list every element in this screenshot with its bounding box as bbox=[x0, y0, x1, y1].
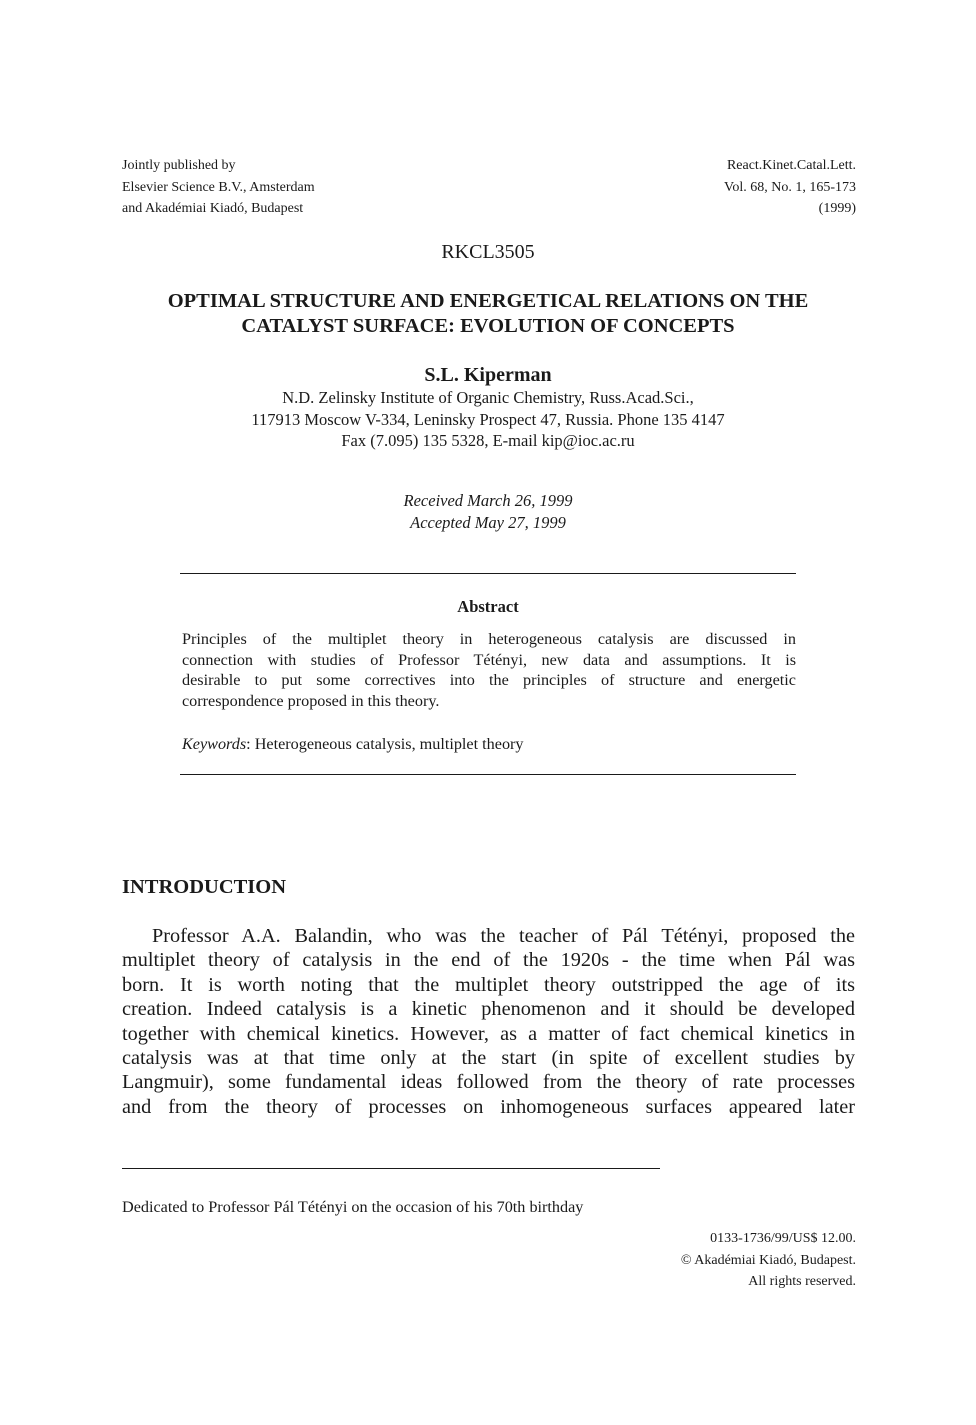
body-line: Langmuir), some fundamental ideas followed from the theory of rate processes bbox=[122, 1071, 855, 1094]
issn-price: 0133-1736/99/US$ 12.00. bbox=[710, 1231, 856, 1246]
body-line: creation. Indeed catalysis is a kinetic phenomenon and it should be developed bbox=[122, 998, 855, 1021]
abstract-top-rule bbox=[180, 573, 796, 574]
body-line: catalysis was at that time only at the start (in spite of excellent studies by bbox=[122, 1047, 855, 1070]
body-line: multiplet theory of catalysis in the end of the 1920s - the time when Pál was bbox=[122, 949, 855, 972]
dedication-footnote: Dedicated to Professor Pál Tétényi on the occasion of his 70th birthday bbox=[122, 1198, 584, 1216]
publisher-line: Jointly published by bbox=[122, 158, 236, 173]
submission-dates bbox=[0, 490, 976, 533]
abstract-line: connection with studies of Professor Tétényi, new data and assumptions. It is bbox=[182, 650, 796, 669]
abstract-text bbox=[182, 629, 796, 711]
abstract-line: correspondence proposed in this theory. bbox=[182, 691, 440, 710]
author-name: S.L. Kiperman bbox=[424, 364, 552, 386]
abstract-heading: Abstract bbox=[457, 597, 519, 616]
author-affiliation bbox=[0, 387, 976, 452]
abstract-bottom-rule bbox=[180, 774, 796, 775]
journal-year: (1999) bbox=[818, 201, 856, 216]
journal-name: React.Kinet.Catal.Lett. bbox=[726, 158, 856, 173]
keywords-list: : Heterogeneous catalysis, multiplet theory bbox=[246, 735, 524, 753]
copyright-block bbox=[681, 1228, 856, 1293]
paper-code: RKCL3505 bbox=[441, 241, 535, 263]
body-line: born. It is worth noting that the multiplet theory outstripped the age of its bbox=[122, 973, 855, 996]
rights-reserved: All rights reserved. bbox=[748, 1274, 856, 1289]
publisher-line: and Akadémiai Kiadó, Budapest bbox=[122, 201, 304, 216]
introduction-heading: INTRODUCTION bbox=[122, 876, 287, 898]
keywords bbox=[182, 734, 796, 755]
body-line: and from the theory of processes on inhomogeneous surfaces appeared later bbox=[122, 1095, 855, 1118]
affiliation-line: Fax (7.095) 135 5328, E-mail kip@ioc.ac.ru bbox=[341, 431, 635, 450]
keywords-label: Keywords bbox=[182, 735, 247, 753]
affiliation-line: N.D. Zelinsky Institute of Organic Chemistry, Russ.Acad.Sci., bbox=[282, 388, 694, 407]
journal-volume: Vol. 68, No. 1, 165-173 bbox=[724, 179, 856, 195]
accepted-date: Accepted May 27, 1999 bbox=[410, 512, 566, 532]
journal-publisher-info bbox=[122, 155, 315, 220]
footnote-rule bbox=[122, 1168, 660, 1169]
received-date: Received March 26, 1999 bbox=[403, 491, 573, 510]
title-line: OPTIMAL STRUCTURE AND ENERGETICAL RELATIONS ON THE bbox=[167, 290, 809, 312]
abstract-line: desirable to put some correctives into the principles of structure and energetic bbox=[182, 671, 796, 689]
body-line: Professor A.A. Balandin, who was the teacher of Pál Tétényi, proposed the bbox=[152, 925, 855, 947]
publisher-line: Elsevier Science B.V., Amsterdam bbox=[122, 179, 315, 195]
affiliation-line: 117913 Moscow V-334, Leninsky Prospect 47, Russia. Phone 135 4147 bbox=[251, 409, 725, 429]
copyright-holder: © Akadémiai Kiadó, Budapest. bbox=[680, 1252, 856, 1268]
introduction-text bbox=[122, 924, 855, 1119]
body-line: together with chemical kinetics. However, as a matter of fact chemical kinetics in bbox=[122, 1022, 855, 1045]
journal-citation bbox=[724, 155, 856, 220]
paper-title bbox=[100, 289, 876, 339]
title-line: CATALYST SURFACE: EVOLUTION OF CONCEPTS bbox=[241, 315, 735, 337]
abstract-line: Principles of the multiplet theory in heterogeneous catalysis are discussed in bbox=[182, 630, 796, 648]
